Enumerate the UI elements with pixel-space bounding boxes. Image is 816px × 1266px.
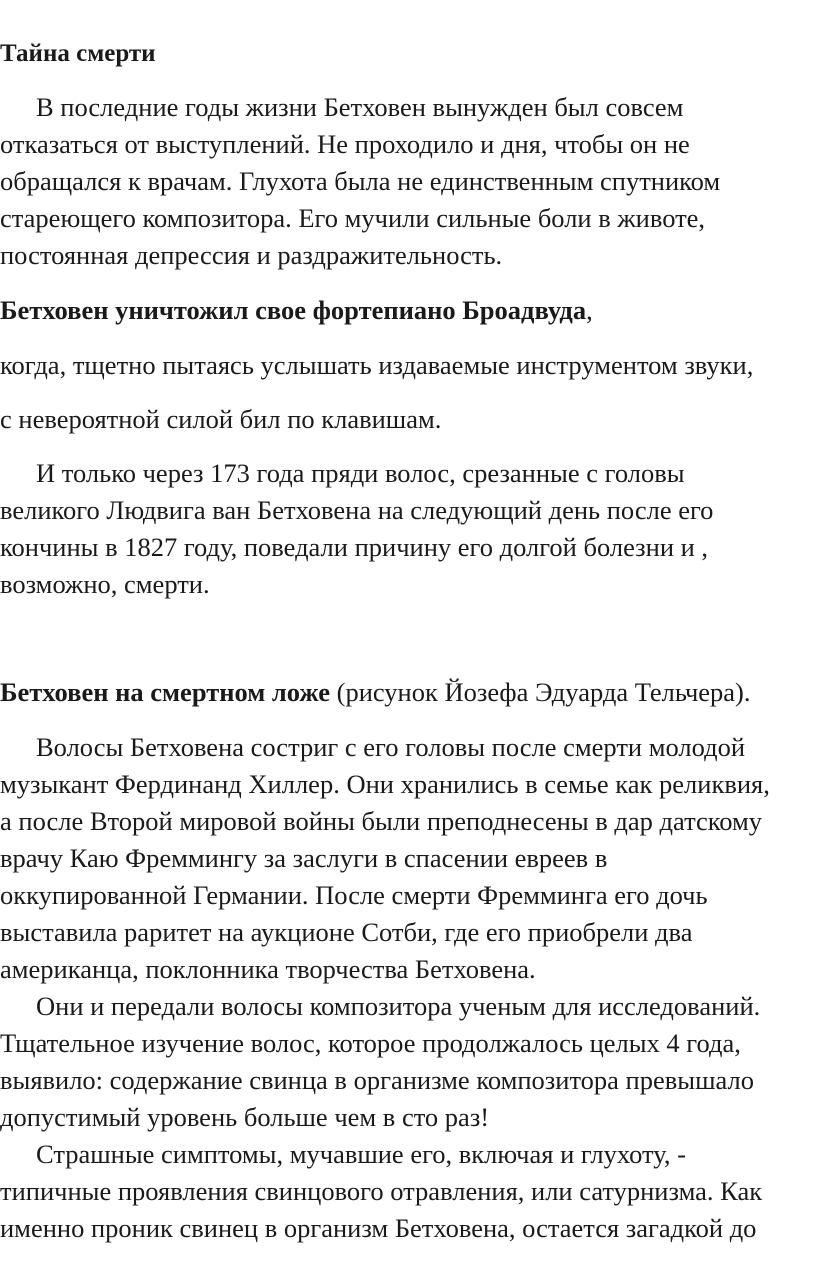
paragraph-8-line-1: Страшные симптомы, мучавшие его, включая и глухоту, - — [36, 1139, 686, 1169]
paragraph-6-line-3: а после Второй мировой войны были преподнесены в дар датскому — [0, 806, 763, 836]
paragraph-6-line-5: оккупированной Германии. После смерти Фремминга его дочь — [0, 880, 708, 910]
paragraph-6-line-1: Волосы Бетховена состриг с его головы после смерти молодой — [36, 732, 746, 762]
image-caption-bold: Бетховен на смертном ложе — [0, 677, 330, 707]
paragraph-7-line-4: допустимый уровень больше чем в сто раз! — [0, 1102, 490, 1132]
paragraph-6-line-4: врачу Каю Фреммингу за заслуги в спасении евреев в — [0, 843, 608, 873]
page-title: Тайна смерти — [0, 40, 156, 67]
image-caption — [0, 676, 751, 708]
paragraph-5-line-3: кончины в 1827 году, поведали причину его долгой болезни и , — [0, 532, 709, 562]
paragraph-4: с невероятной силой бил по клавишам. — [0, 404, 442, 434]
paragraph-1-line-1: В последние годы жизни Бетховен вынужден был совсем — [36, 92, 684, 122]
paragraph-5-line-1: И только через 173 года пряди волос, срезанные с головы — [36, 458, 685, 488]
paragraph-6-line-6: выставила раритет на аукционе Сотби, где его приобрели два — [0, 917, 693, 947]
paragraph-7-line-3: выявило: содержание свинца в организме композитора превышало — [0, 1065, 754, 1095]
paragraph-3: когда, тщетно пытаясь услышать издаваемые инструментом звуки, — [0, 350, 754, 380]
paragraph-2-bold: Бетховен уничтожил свое фортепиано Броадвуда — [0, 295, 587, 325]
image-caption-rest: (рисунок Йозефа Эдуарда Тельчера). — [330, 677, 751, 707]
paragraph-1-line-2: отказаться от выступлений. Не проходило и дня, чтобы он не — [0, 129, 690, 159]
paragraph-1-line-5: постоянная депрессия и раздражительность. — [0, 240, 503, 270]
paragraph-6-line-7: американца, поклонника творчества Бетховена. — [0, 954, 536, 984]
paragraph-1-line-3: обращался к врачам. Глухота была не единственным спутником — [0, 166, 721, 196]
paragraph-8-line-3: именно проник свинец в организм Бетховена, остается загадкой до — [0, 1213, 757, 1243]
paragraph-5-line-2: великого Людвига ван Бетховена на следующий день после его — [0, 495, 714, 525]
paragraph-2-comma: , — [586, 295, 593, 325]
paragraph-7-line-1: Они и передали волосы композитора ученым для исследований. — [36, 991, 761, 1021]
paragraph-6-line-2: музыкант Фердинанд Хиллер. Они хранились в семье как реликвия, — [0, 769, 770, 799]
paragraph-7-line-2: Тщательное изучение волос, которое продолжалось целых 4 года, — [0, 1028, 741, 1058]
paragraph-2 — [0, 294, 593, 326]
paragraph-1-line-4: стареющего композитора. Его мучили сильные боли в животе, — [0, 203, 706, 233]
paragraph-8-line-2: типичные проявления свинцового отравления, или сатурнизма. Как — [0, 1176, 763, 1206]
paragraph-5-line-4: возможно, смерти. — [0, 569, 210, 599]
